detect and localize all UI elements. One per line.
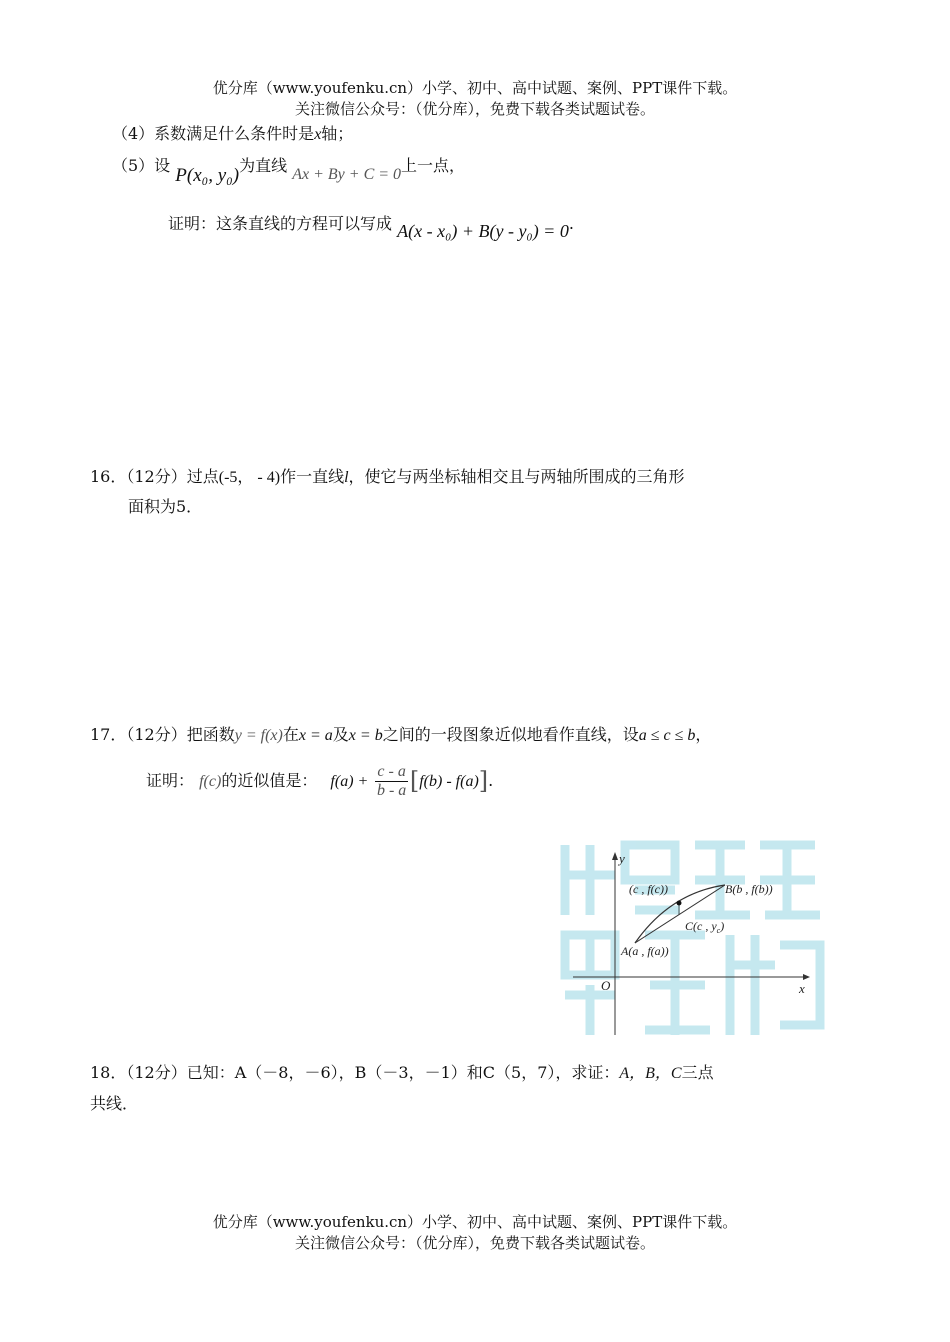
y-axis-label: y bbox=[619, 851, 625, 866]
q18-line-1: 18．（12分）已知：A（－8，－6），B（－3，－1）和C（5，7），求证：A，B，C三点 bbox=[90, 1063, 714, 1082]
function-graph-figure bbox=[555, 835, 825, 1040]
watermark-glyph-2 bbox=[695, 845, 750, 915]
point-p: P(x₀, y₀) bbox=[175, 165, 240, 186]
footer-line-2: 关注微信公众号：（优分库），免费下载各类试题试卷。 bbox=[294, 1234, 655, 1252]
x-axis-label: x bbox=[799, 981, 805, 996]
y-axis-arrow bbox=[612, 852, 618, 860]
q16-line-2: 面积为5． bbox=[128, 497, 203, 516]
line-equation: Ax + By + C = 0 bbox=[292, 166, 402, 183]
q16-point: (-5， - 4) bbox=[218, 469, 281, 486]
watermark-glyph-3 bbox=[760, 845, 820, 915]
x-axis-arrow bbox=[803, 974, 810, 980]
point-b-label: B(b , f(b)) bbox=[725, 882, 773, 896]
origin-label: O bbox=[601, 978, 611, 993]
q16-line-1: 16．（12分）过点(-5， - 4)作一直线l，使它与两坐标轴相交且与两轴所围成的三角形 bbox=[90, 467, 685, 486]
q17-line-2: 证明： f(c)的近似值是： f(a) + $\frac{c - a}{b - a}$ [f(b) - f(a)]. bbox=[146, 763, 494, 799]
point-c-label: C(c , $y_c$) bbox=[685, 919, 725, 935]
q15-part4: （4）系数满足什么条件时是x轴； bbox=[112, 124, 354, 143]
q15-part5: （5）设 P(x₀, y₀)为直线 Ax + By + C = 0上一点， bbox=[112, 156, 466, 186]
header-line-2: 关注微信公众号：（优分库），免费下载各类试题试卷。 bbox=[294, 100, 655, 118]
footer-line-1: 优分库（www.youfenku.cn）小学、初中、高中试题、案例、PPT课件下载。 bbox=[212, 1213, 738, 1231]
q15-proof: 证明：这条直线的方程可以写成 A(x - x₀) + B(y - y₀) = 0. bbox=[168, 214, 574, 241]
watermark-glyph-6 bbox=[730, 935, 820, 1035]
point-on-curve bbox=[677, 901, 682, 906]
point-a-label: A(a , f(a)) bbox=[621, 944, 669, 958]
watermark bbox=[565, 845, 820, 1035]
header-line-1: 优分库（www.youfenku.cn）小学、初中、高中试题、案例、PPT课件下载。 bbox=[212, 79, 738, 97]
fraction: $\frac{c - a}{b - a}$ bbox=[376, 763, 407, 799]
q18-line-2: 共线． bbox=[90, 1094, 139, 1113]
curve-point-label: (c , f(c)) bbox=[629, 882, 668, 896]
point-slope-equation: A(x - x₀) + B(y - y₀) = 0 bbox=[397, 221, 569, 241]
q17-line-1: 17．（12分）把函数y = f(x)在x = a及x = b之间的一段图象近似地看作直线，设a ≤ c ≤ b， bbox=[90, 725, 712, 744]
